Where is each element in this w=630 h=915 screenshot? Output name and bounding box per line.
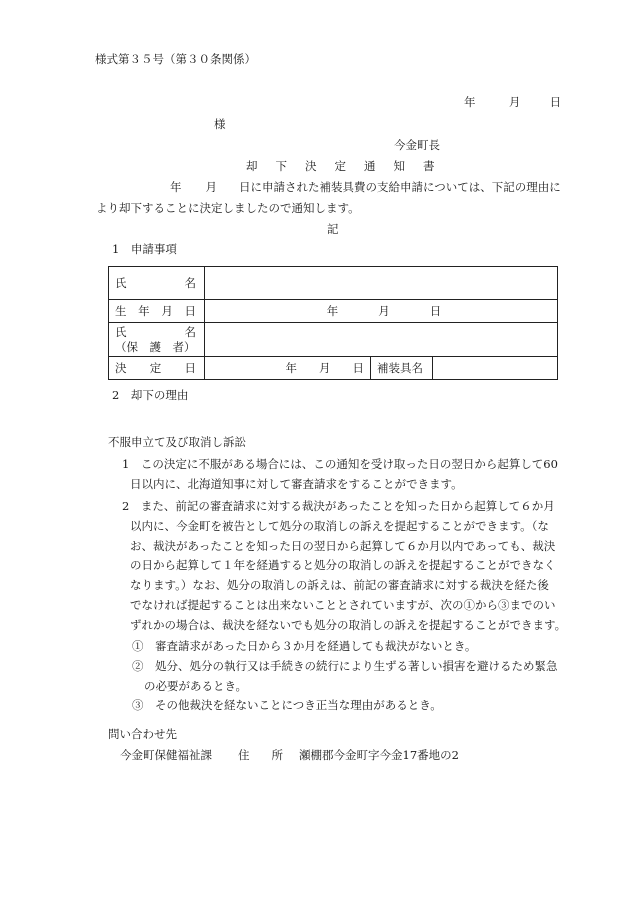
guardian-value xyxy=(205,323,558,357)
title-char: 書 xyxy=(423,159,435,173)
label-char: 生 xyxy=(115,304,127,318)
intro-year: 年 xyxy=(170,180,182,194)
birth-day: 日 xyxy=(429,304,442,318)
section-2-heading: 2 却下の理由 xyxy=(112,388,189,402)
label-char: 名 xyxy=(184,276,196,290)
appeal-item-2-line: の日から起算して１年を経過すると処分の取消しの訴えを提起することができなく xyxy=(130,558,556,573)
sub-item-1: ① 審査請求があった日から３か月を経過しても裁決がないとき。 xyxy=(132,639,477,653)
intro-text: 日に申請された補装具費の支給申請については、下記の理由に xyxy=(239,180,561,194)
contact-line xyxy=(120,750,459,762)
device-name-value xyxy=(433,357,558,380)
guardian-label: （保 護 者） xyxy=(115,339,196,354)
address-label-char: 住 xyxy=(238,748,250,762)
label-char: 年 xyxy=(138,304,150,318)
appeal-item-1 xyxy=(122,455,558,495)
sub-item-3: ③ その他裁決を経ないことにつき正当な理由があるとき。 xyxy=(132,698,442,713)
appeal-heading: 不服申立て及び取消し訴訟 xyxy=(108,435,246,449)
intro-line-2: より却下することに決定しましたので通知します。 xyxy=(96,201,360,215)
label-char: 決 xyxy=(115,361,127,375)
name-value xyxy=(205,267,558,300)
title-char: 下 xyxy=(275,159,287,173)
date-month: 月 xyxy=(508,95,521,109)
intro-month: 月 xyxy=(205,180,217,194)
label-char: 日 xyxy=(184,361,196,375)
appeal-item-2-line: でなければ提起することは出来ないこととされていますが、次の①から③までのい xyxy=(130,597,556,612)
appeal-sub-items xyxy=(132,637,558,716)
sub-item-2-line: の必要があるとき。 xyxy=(144,678,248,693)
sub-item-2-line: ② 処分、処分の執行又は手続きの続行により生ずる著しい損害を避けるため緊急 xyxy=(132,658,558,673)
label-char: 月 xyxy=(161,304,173,318)
date-line xyxy=(464,97,561,109)
sender: 今金町長 xyxy=(394,138,440,152)
application-table xyxy=(108,266,558,380)
contact-department: 今金町保健福祉課 xyxy=(120,748,212,762)
decision-month: 月 xyxy=(319,361,331,375)
section-1-heading: 1 申請事項 xyxy=(112,242,177,256)
birth-month: 月 xyxy=(378,304,390,318)
appeal-item-2-line: 以内に、今金町を被告として処分の取消しの訴えを提起することができます。（な xyxy=(130,518,549,533)
address-label-char: 所 xyxy=(271,748,283,762)
title-char: 定 xyxy=(334,159,346,173)
appeal-item-2-line: ずれかの場合は、裁決を経ないでも処分の取消しの訴えを提起することができます。 xyxy=(130,617,567,632)
label-char: 名 xyxy=(184,324,196,339)
row-guardian xyxy=(109,323,558,357)
appeal-item-1-line: 日以内に、北海道知事に対して審査請求をすることができます。 xyxy=(130,476,463,491)
birth-year: 年 xyxy=(326,304,339,318)
contact-address: 瀬棚郡今金町字今金17番地の2 xyxy=(299,748,459,762)
document-title xyxy=(246,161,435,173)
device-name-label: 補装具名 xyxy=(371,357,433,380)
ki-heading: 記 xyxy=(327,222,339,236)
contact-heading: 問い合わせ先 xyxy=(108,727,177,741)
label-char: 氏 xyxy=(115,276,127,290)
row-name xyxy=(109,267,558,300)
label-char: 日 xyxy=(184,304,196,318)
addressee-suffix: 様 xyxy=(214,117,226,131)
appeal-item-1-line: 1 この決定に不服がある場合には、この通知を受け取った日の翌日から起算して60 xyxy=(122,457,558,471)
label-char: 氏 xyxy=(115,324,127,339)
intro-line-1 xyxy=(170,182,561,194)
row-birthdate xyxy=(109,300,558,323)
appeal-item-2-line: 2 また、前記の審査請求に対する裁決があったことを知った日から起算して６か月 xyxy=(122,499,555,513)
appeal-item-2-line: お、裁決があったことを知った日の翌日から起算して６か月以内であっても、裁決 xyxy=(130,538,556,553)
label-char: 定 xyxy=(149,361,162,375)
title-char: 決 xyxy=(305,159,317,173)
row-decision xyxy=(109,357,558,380)
form-label: 様式第３５号（第３０条関係） xyxy=(95,52,256,66)
appeal-item-2 xyxy=(122,497,566,636)
appeal-item-2-line: なります。）なお、処分の取消しの訴えは、前記の審査請求に対する裁決を経た後 xyxy=(130,578,549,593)
title-char: 却 xyxy=(246,159,258,173)
date-day: 日 xyxy=(549,95,562,109)
title-char: 通 xyxy=(364,159,376,173)
title-char: 知 xyxy=(393,159,405,173)
date-year: 年 xyxy=(464,95,476,109)
decision-year: 年 xyxy=(285,361,297,375)
decision-day: 日 xyxy=(352,361,364,375)
